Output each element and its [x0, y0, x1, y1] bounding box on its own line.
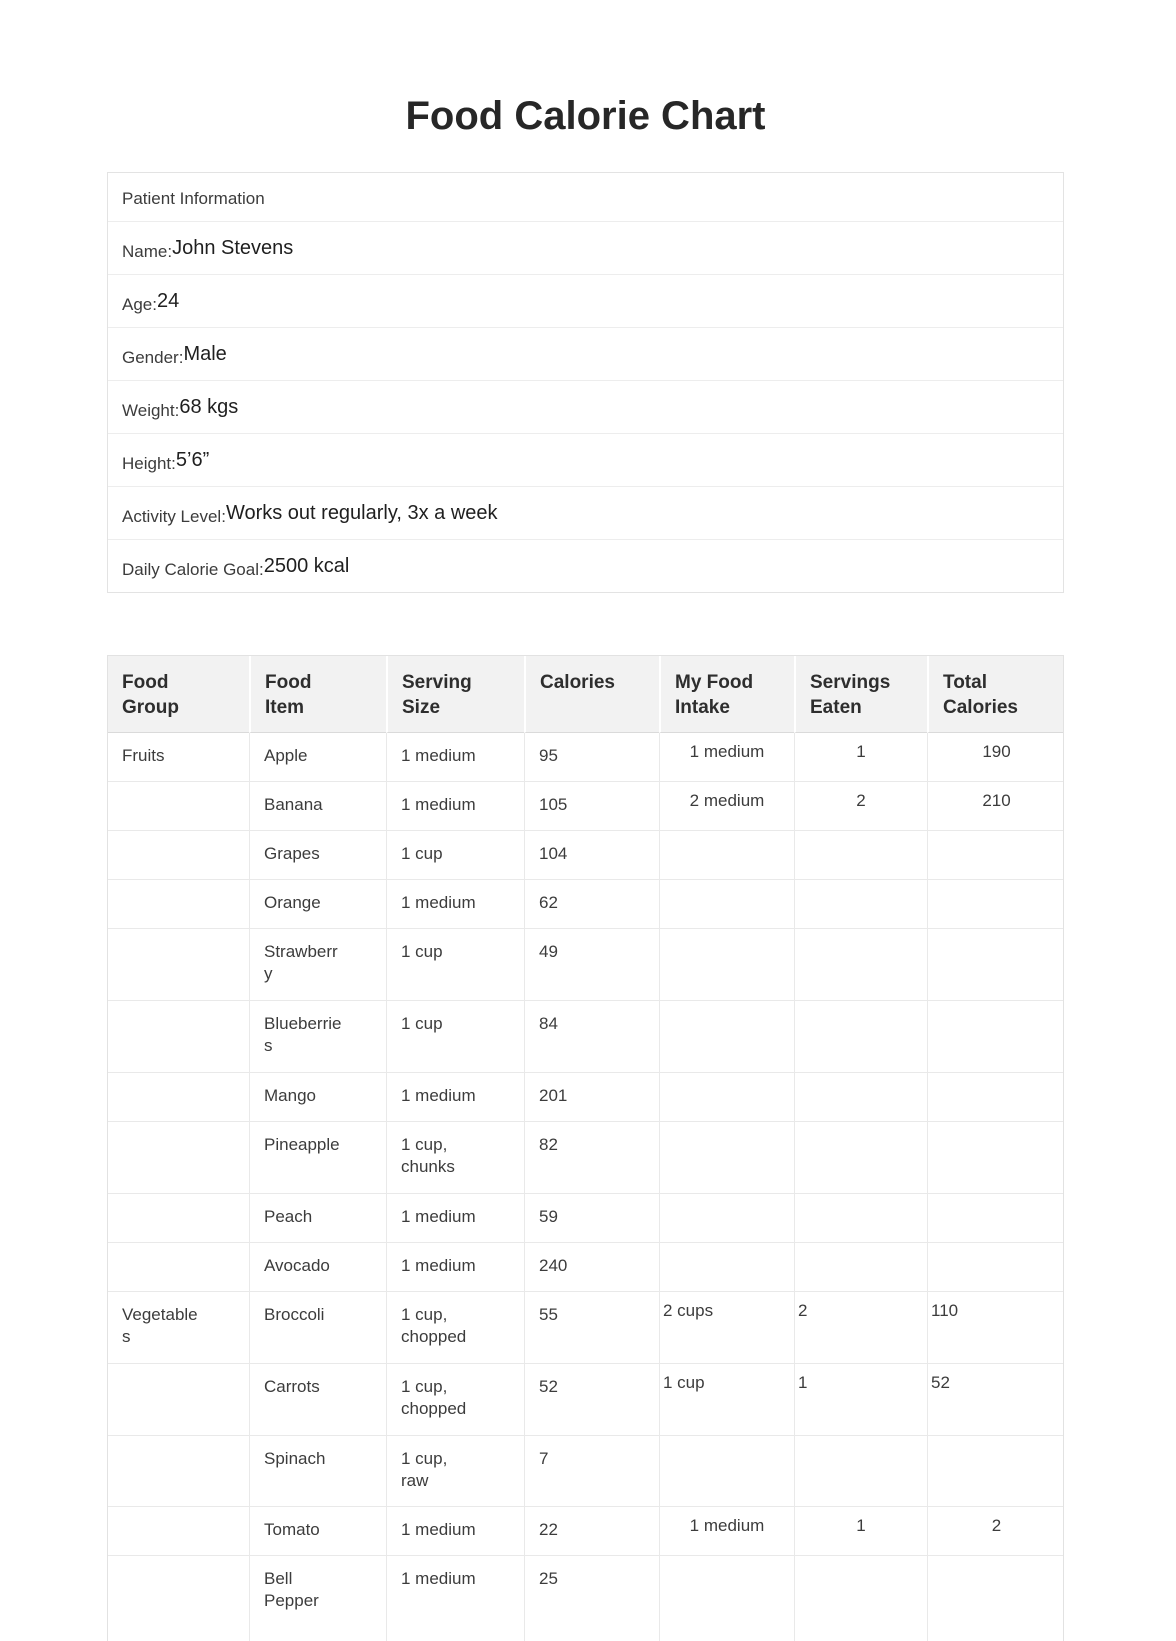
my-food-intake-cell: 2 medium: [659, 782, 794, 831]
food-group-cell: [108, 1556, 249, 1641]
servings-eaten-cell: 2: [794, 782, 927, 831]
servings-eaten-cell: [794, 1436, 927, 1507]
food-item-cell: Avocado: [249, 1243, 386, 1292]
serving-size-cell: 1 cup, raw: [386, 1436, 524, 1507]
my-food-intake-cell: [659, 1194, 794, 1243]
table-row: [108, 1194, 1064, 1243]
servings-eaten-cell: 1: [794, 733, 927, 782]
total-calories-cell: [927, 1436, 1064, 1507]
patient-info-row: [108, 433, 1063, 486]
column-header-label: Food Item: [265, 672, 312, 718]
food-group-cell: [108, 1243, 249, 1292]
servings-eaten-cell: 2: [794, 1292, 927, 1364]
patient-info-row: [108, 221, 1063, 274]
calories-cell: 104: [524, 831, 659, 880]
column-header-label: Serving Size: [402, 672, 472, 718]
table-row: [108, 1122, 1064, 1194]
total-calories-cell: [927, 880, 1064, 929]
total-calories-cell: [927, 929, 1064, 1001]
column-header-label: My Food Intake: [675, 672, 754, 718]
patient-info-row: [108, 539, 1063, 592]
my-food-intake-cell: [659, 929, 794, 1001]
field-value: 5’6”: [175, 449, 210, 471]
serving-size-cell: 1 cup, chopped: [386, 1364, 524, 1436]
food-group-cell: Vegetables: [108, 1292, 249, 1364]
food-group-cell: [108, 1507, 249, 1556]
total-calories-cell: [927, 1194, 1064, 1243]
field-value: Male: [183, 343, 227, 365]
food-group-cell: [108, 1436, 249, 1507]
food-item-cell: Spinach: [249, 1436, 386, 1507]
calories-cell: 59: [524, 1194, 659, 1243]
serving-size-cell: 1 cup, chopped: [386, 1292, 524, 1364]
my-food-intake-cell: [659, 1556, 794, 1641]
calories-cell: 62: [524, 880, 659, 929]
table-row: [108, 1507, 1064, 1556]
field-value: 68 kgs: [179, 396, 239, 418]
column-header-serving: [386, 656, 524, 733]
calories-cell: 82: [524, 1122, 659, 1194]
table-row: [108, 733, 1064, 782]
food-group-cell: [108, 929, 249, 1001]
serving-size-cell: 1 medium: [386, 733, 524, 782]
patient-info-table: [107, 172, 1064, 593]
table-row: [108, 929, 1064, 1001]
calories-cell: 240: [524, 1243, 659, 1292]
patient-info-row: [108, 274, 1063, 327]
total-calories-cell: 2: [927, 1507, 1064, 1556]
food-item-cell: Tomato: [249, 1507, 386, 1556]
column-header-calories: [524, 656, 659, 733]
field-label: Weight:: [122, 401, 180, 420]
food-calorie-table: [107, 655, 1064, 1641]
serving-size-cell: 1 cup: [386, 1001, 524, 1073]
my-food-intake-cell: 1 medium: [659, 733, 794, 782]
food-group-cell: [108, 880, 249, 929]
field-value: 2500 kcal: [263, 555, 350, 577]
servings-eaten-cell: [794, 1194, 927, 1243]
patient-info-row: [108, 380, 1063, 433]
calories-cell: 105: [524, 782, 659, 831]
table-row: [108, 1001, 1064, 1073]
food-item-cell: Banana: [249, 782, 386, 831]
column-header-total: [927, 656, 1064, 733]
total-calories-cell: [927, 1122, 1064, 1194]
my-food-intake-cell: 1 cup: [659, 1364, 794, 1436]
table-row: [108, 1556, 1064, 1641]
food-group-cell: [108, 1122, 249, 1194]
my-food-intake-cell: 2 cups: [659, 1292, 794, 1364]
servings-eaten-cell: [794, 1073, 927, 1122]
field-label: Age:: [122, 295, 157, 314]
serving-size-cell: 1 medium: [386, 880, 524, 929]
table-row: [108, 1243, 1064, 1292]
food-group-cell: [108, 782, 249, 831]
serving-size-cell: 1 medium: [386, 1507, 524, 1556]
calories-cell: 55: [524, 1292, 659, 1364]
patient-info-section-title: Patient Information: [122, 189, 265, 208]
servings-eaten-cell: 1: [794, 1507, 927, 1556]
food-item-cell: Bell Pepper: [249, 1556, 386, 1641]
food-item-cell: Pineapple: [249, 1122, 386, 1194]
servings-eaten-cell: [794, 831, 927, 880]
food-item-cell: Orange: [249, 880, 386, 929]
serving-size-cell: 1 cup: [386, 929, 524, 1001]
total-calories-cell: [927, 1243, 1064, 1292]
calories-cell: 201: [524, 1073, 659, 1122]
column-header-item: [249, 656, 386, 733]
calories-cell: 95: [524, 733, 659, 782]
serving-size-cell: 1 medium: [386, 1556, 524, 1641]
calories-cell: 7: [524, 1436, 659, 1507]
serving-size-cell: 1 cup, chunks: [386, 1122, 524, 1194]
food-item-cell: Broccoli: [249, 1292, 386, 1364]
column-header-label: Food Group: [122, 672, 179, 718]
food-group-cell: [108, 1073, 249, 1122]
table-row: [108, 1292, 1064, 1364]
food-group-cell: [108, 1364, 249, 1436]
servings-eaten-cell: [794, 1556, 927, 1641]
table-row: [108, 1073, 1064, 1122]
servings-eaten-cell: [794, 1243, 927, 1292]
column-header-label: Calories: [540, 672, 615, 693]
field-value: 24: [156, 290, 180, 312]
food-group-cell: [108, 1194, 249, 1243]
food-group-cell: [108, 1001, 249, 1073]
total-calories-cell: [927, 1001, 1064, 1073]
food-table-header: [108, 656, 1064, 733]
food-item-cell: Peach: [249, 1194, 386, 1243]
calories-cell: 84: [524, 1001, 659, 1073]
column-header-group: [108, 656, 249, 733]
column-header-servings: [794, 656, 927, 733]
table-row: [108, 831, 1064, 880]
my-food-intake-cell: [659, 1001, 794, 1073]
calories-cell: 22: [524, 1507, 659, 1556]
total-calories-cell: 110: [927, 1292, 1064, 1364]
serving-size-cell: 1 medium: [386, 1194, 524, 1243]
my-food-intake-cell: [659, 1436, 794, 1507]
column-header-label: Total Calories: [943, 672, 1018, 718]
calories-cell: 52: [524, 1364, 659, 1436]
food-item-cell: Strawberry: [249, 929, 386, 1001]
food-table-body: [108, 733, 1064, 1641]
field-label: Daily Calorie Goal:: [122, 560, 264, 579]
field-value: John Stevens: [172, 237, 294, 259]
food-group-cell: Fruits: [108, 733, 249, 782]
food-item-cell: Blueberries: [249, 1001, 386, 1073]
document-page: [107, 0, 1064, 1641]
my-food-intake-cell: 1 medium: [659, 1507, 794, 1556]
calories-cell: 49: [524, 929, 659, 1001]
page-title: Food Calorie Chart: [405, 94, 766, 138]
servings-eaten-cell: [794, 1001, 927, 1073]
my-food-intake-cell: [659, 1243, 794, 1292]
total-calories-cell: [927, 1073, 1064, 1122]
my-food-intake-cell: [659, 1122, 794, 1194]
serving-size-cell: 1 medium: [386, 1243, 524, 1292]
field-label: Name:: [122, 242, 173, 261]
food-item-cell: Apple: [249, 733, 386, 782]
total-calories-cell: [927, 831, 1064, 880]
total-calories-cell: 210: [927, 782, 1064, 831]
serving-size-cell: 1 medium: [386, 1073, 524, 1122]
my-food-intake-cell: [659, 1073, 794, 1122]
calories-cell: 25: [524, 1556, 659, 1641]
serving-size-cell: 1 medium: [386, 782, 524, 831]
field-label: Activity Level:: [122, 507, 226, 526]
table-row: [108, 1364, 1064, 1436]
food-item-cell: Grapes: [249, 831, 386, 880]
total-calories-cell: [927, 1556, 1064, 1641]
field-value: Works out regularly, 3x a week: [225, 502, 498, 524]
patient-info-header: [108, 173, 1063, 221]
patient-info-row: [108, 486, 1063, 539]
serving-size-cell: 1 cup: [386, 831, 524, 880]
total-calories-cell: 52: [927, 1364, 1064, 1436]
patient-info-row: [108, 327, 1063, 380]
my-food-intake-cell: [659, 831, 794, 880]
table-row: [108, 880, 1064, 929]
table-row: [108, 1436, 1064, 1507]
table-row: [108, 782, 1064, 831]
servings-eaten-cell: [794, 1122, 927, 1194]
food-group-cell: [108, 831, 249, 880]
servings-eaten-cell: [794, 929, 927, 1001]
column-header-intake: [659, 656, 794, 733]
column-header-label: Servings Eaten: [810, 672, 891, 718]
servings-eaten-cell: 1: [794, 1364, 927, 1436]
field-label: Height:: [122, 454, 176, 473]
food-item-cell: Carrots: [249, 1364, 386, 1436]
total-calories-cell: 190: [927, 733, 1064, 782]
servings-eaten-cell: [794, 880, 927, 929]
my-food-intake-cell: [659, 880, 794, 929]
food-item-cell: Mango: [249, 1073, 386, 1122]
field-label: Gender:: [122, 348, 184, 367]
